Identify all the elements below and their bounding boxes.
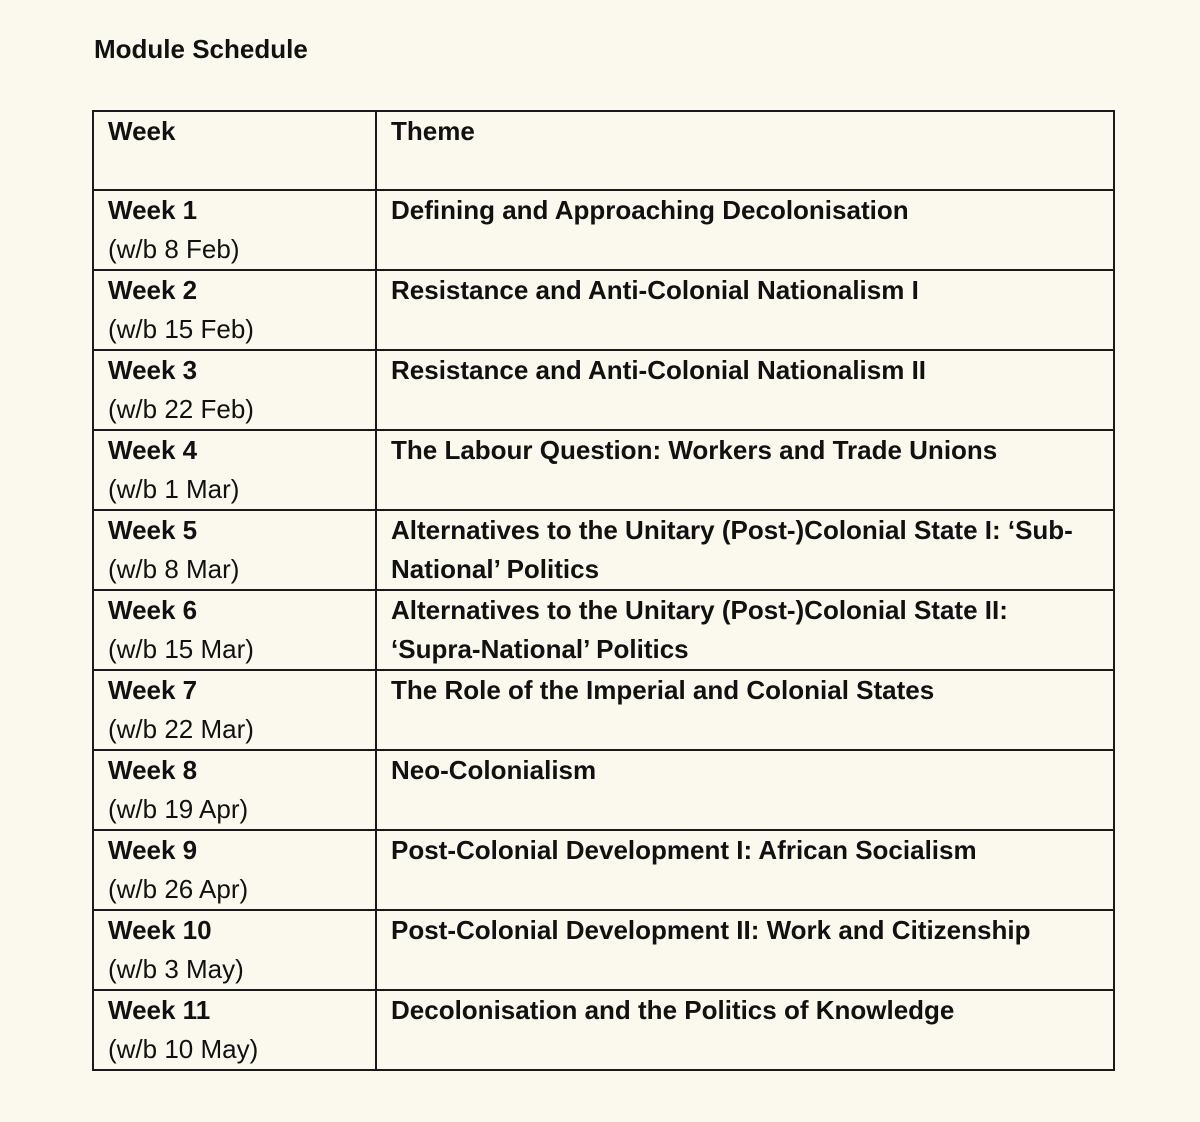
week-label: Week 11 (108, 995, 211, 1025)
week-date: (w/b 22 Mar) (108, 714, 254, 744)
week-label: Week 9 (108, 835, 198, 865)
week-label: Week 3 (108, 355, 198, 385)
theme-cell: Neo-Colonialism (376, 750, 1114, 830)
column-header-theme: Theme (376, 111, 1114, 190)
week-date: (w/b 26 Apr) (108, 874, 249, 904)
table-row (93, 590, 1114, 670)
week-cell (93, 830, 376, 910)
week-label: Week 4 (108, 435, 198, 465)
week-date: (w/b 8 Mar) (108, 554, 240, 584)
table-header-row (93, 111, 1114, 190)
week-cell (93, 270, 376, 350)
theme-cell: Defining and Approaching Decolonisation (376, 190, 1114, 270)
week-label: Week 10 (108, 915, 212, 945)
week-cell (93, 990, 376, 1070)
table-row (93, 350, 1114, 430)
week-cell (93, 750, 376, 830)
week-cell (93, 510, 376, 590)
table-row (93, 910, 1114, 990)
column-header-week: Week (93, 111, 376, 190)
table-row (93, 830, 1114, 910)
week-date: (w/b 3 May) (108, 954, 244, 984)
week-date: (w/b 22 Feb) (108, 394, 254, 424)
week-date: (w/b 15 Mar) (108, 634, 254, 664)
week-date: (w/b 8 Feb) (108, 234, 240, 264)
table-row (93, 190, 1114, 270)
week-date: (w/b 10 May) (108, 1034, 259, 1064)
theme-cell: The Labour Question: Workers and Trade Unions (376, 430, 1114, 510)
theme-cell: Decolonisation and the Politics of Knowledge (376, 990, 1114, 1070)
theme-cell: The Role of the Imperial and Colonial States (376, 670, 1114, 750)
week-date: (w/b 1 Mar) (108, 474, 240, 504)
theme-cell: Alternatives to the Unitary (Post-)Colonial State I: ‘Sub-National’ Politics (376, 510, 1114, 590)
week-label: Week 6 (108, 595, 198, 625)
week-label: Week 2 (108, 275, 198, 305)
table-row (93, 670, 1114, 750)
table-row (93, 510, 1114, 590)
week-cell (93, 430, 376, 510)
week-cell (93, 190, 376, 270)
week-date: (w/b 19 Apr) (108, 794, 249, 824)
week-date: (w/b 15 Feb) (108, 314, 254, 344)
module-schedule-table (92, 110, 1115, 1071)
table-row (93, 990, 1114, 1070)
week-label: Week 8 (108, 755, 198, 785)
week-cell (93, 350, 376, 430)
week-label: Week 5 (108, 515, 198, 545)
theme-cell: Post-Colonial Development II: Work and Citizenship (376, 910, 1114, 990)
theme-cell: Alternatives to the Unitary (Post-)Colonial State II: ‘Supra-National’ Politics (376, 590, 1114, 670)
week-cell (93, 910, 376, 990)
table-row (93, 270, 1114, 350)
theme-cell: Resistance and Anti-Colonial Nationalism I (376, 270, 1114, 350)
page-title: Module Schedule (94, 34, 308, 64)
table-row (93, 430, 1114, 510)
week-label: Week 1 (108, 195, 198, 225)
theme-cell: Post-Colonial Development I: African Socialism (376, 830, 1114, 910)
week-cell (93, 670, 376, 750)
theme-cell: Resistance and Anti-Colonial Nationalism II (376, 350, 1114, 430)
table-row (93, 750, 1114, 830)
week-cell (93, 590, 376, 670)
week-label: Week 7 (108, 675, 198, 705)
